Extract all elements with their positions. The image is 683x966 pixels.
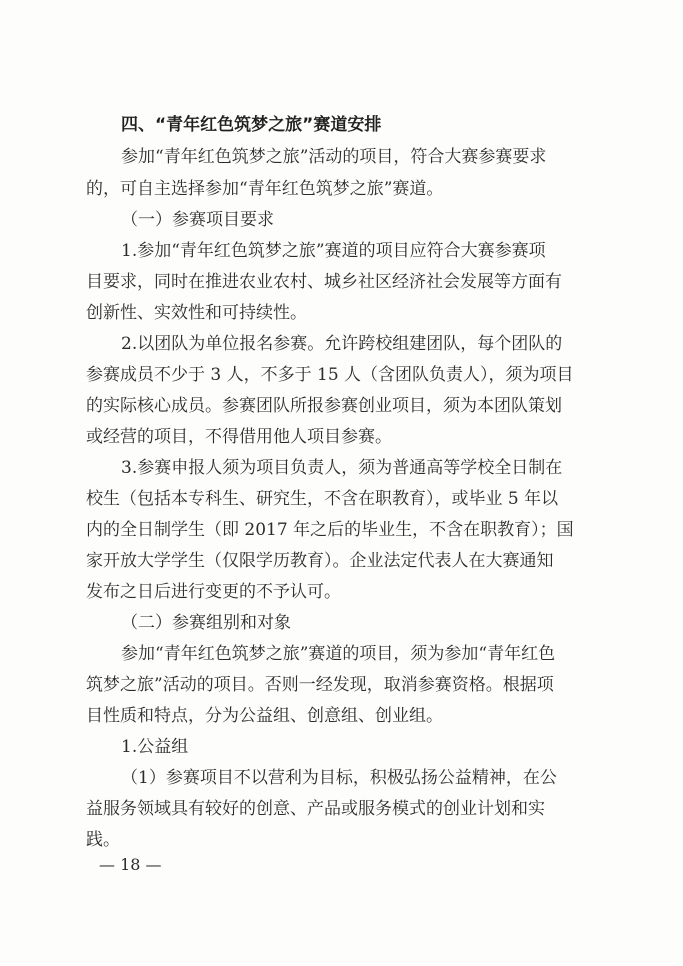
- paragraph-line: 目性质和特点，分为公益组、创意组、创业组。: [86, 706, 443, 726]
- paragraph-line: 参加“青年红色筑梦之旅”活动的项目，符合大赛参赛要求: [121, 147, 547, 167]
- paragraph-line: 校生（包括本专科生、研究生，不含在职教育），或毕业 5 年以: [86, 489, 559, 509]
- subsection-heading: （一）参赛项目要求: [121, 210, 274, 230]
- paragraph-line: 3.参赛申报人须为项目负责人，须为普通高等学校全日制在: [121, 458, 563, 478]
- paragraph-line: 践。: [86, 830, 120, 850]
- paragraph-line: 创新性、实效性和可持续性。: [86, 303, 307, 323]
- paragraph-line: 或经营的项目，不得借用他人项目参赛。: [86, 427, 392, 447]
- paragraph-line: 1.参加“青年红色筑梦之旅”赛道的项目应符合大赛参赛项: [121, 241, 546, 261]
- paragraph-line: 参加“青年红色筑梦之旅”赛道的项目，须为参加“青年红色: [121, 644, 556, 664]
- paragraph-line: 筑梦之旅”活动的项目。否则一经发现，取消参赛资格。根据项: [86, 675, 554, 695]
- section-heading: 四、“青年红色筑梦之旅”赛道安排: [121, 115, 382, 135]
- paragraph-line: 目要求，同时在推进农业农村、城乡社区经济社会发展等方面有: [86, 272, 562, 292]
- page-number: — 18 —: [99, 855, 162, 874]
- paragraph-line: 发布之日后进行变更的不予认可。: [86, 582, 341, 602]
- paragraph-line: 益服务领域具有较好的创意、产品或服务模式的创业计划和实: [86, 799, 545, 819]
- item-heading: 1.公益组: [121, 737, 189, 757]
- paragraph-line: 内的全日制学生（即 2017 年之后的毕业生，不含在职教育）；国: [86, 520, 574, 540]
- paragraph-line: 参赛成员不少于 3 人，不多于 15 人（含团队负责人），须为项目: [86, 365, 574, 385]
- subsection-heading: （二）参赛组别和对象: [121, 613, 291, 633]
- paragraph-line: （1）参赛项目不以营利为目标，积极弘扬公益精神，在公: [121, 768, 557, 788]
- paragraph-line: 2.以团队为单位报名参赛。允许跨校组建团队，每个团队的: [121, 334, 563, 354]
- paragraph-line: 的实际核心成员。参赛团队所报参赛创业项目，须为本团队策划: [86, 396, 562, 416]
- paragraph-line: 家开放大学学生（仅限学历教育）。企业法定代表人在大赛通知: [86, 551, 554, 571]
- paragraph-line: 的，可自主选择参加“青年红色筑梦之旅”赛道。: [86, 179, 444, 199]
